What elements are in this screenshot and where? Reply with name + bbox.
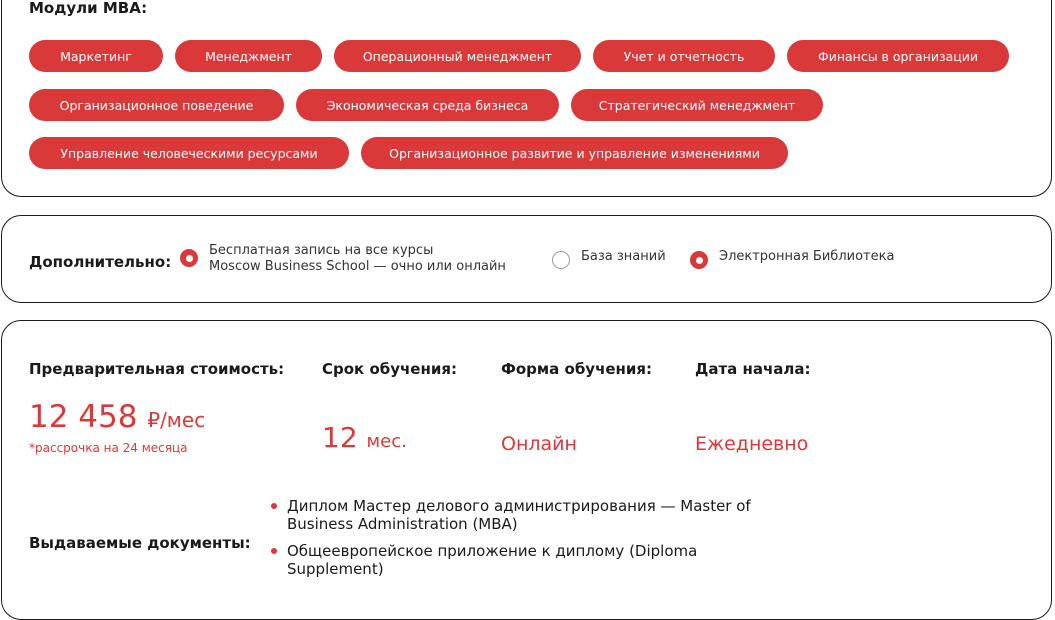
option-knowledge-base[interactable] <box>552 249 666 269</box>
duration-label: Срок обучения: <box>322 360 457 378</box>
bullet-icon <box>271 548 277 554</box>
module-chip-operations[interactable]: Операционный менеджмент <box>334 40 581 72</box>
module-chip-hr-management[interactable]: Управление человеческими ресурсами <box>29 137 349 169</box>
option-library[interactable] <box>690 249 894 269</box>
document-item: Диплом Мастер делового администрирования — Master of Business Administration (MBA) <box>287 497 751 533</box>
radio-checked-icon <box>180 249 198 267</box>
option-knowledge-base-label: База знаний <box>581 249 666 264</box>
radio-checked-icon <box>690 251 708 269</box>
module-chip-accounting[interactable]: Учет и отчетность <box>593 40 775 72</box>
format-value: Онлайн <box>501 433 577 455</box>
installment-note: *рассрочка на 24 месяца <box>29 441 188 455</box>
option-free-courses[interactable] <box>180 243 506 275</box>
price-amount: 12 458 <box>29 399 138 435</box>
price-value <box>29 399 205 435</box>
option-free-courses-line1: Бесплатная запись на все курсы <box>209 243 434 258</box>
price-label: Предварительная стоимость: <box>29 360 285 378</box>
documents-label: Выдаваемые документы: <box>29 534 251 552</box>
module-chip-marketing[interactable]: Маркетинг <box>29 40 163 72</box>
extras-label: Дополнительно: <box>29 253 172 271</box>
list-item <box>270 497 770 533</box>
documents-list <box>270 497 770 587</box>
start-label: Дата начала: <box>695 360 811 378</box>
bullet-icon <box>271 503 277 509</box>
module-chip-management[interactable]: Менеджмент <box>175 40 322 72</box>
start-value: Ежедневно <box>695 433 809 455</box>
option-free-courses-line2: Moscow Business School — очно или онлайн <box>209 259 506 274</box>
radio-unchecked-icon <box>552 251 570 269</box>
modules-title: Модули MBA: <box>29 0 148 17</box>
module-chip-finance[interactable]: Финансы в организации <box>787 40 1009 72</box>
module-chip-org-behavior[interactable]: Организационное поведение <box>29 89 284 121</box>
format-label: Форма обучения: <box>501 360 653 378</box>
duration-number: 12 <box>322 421 358 454</box>
duration-value <box>322 421 407 454</box>
module-chip-org-development[interactable]: Организационное развитие и управление изменениями <box>361 137 788 169</box>
module-chip-strategic-management[interactable]: Стратегический менеджмент <box>571 89 823 121</box>
list-item <box>270 542 770 578</box>
price-unit: ₽/мес <box>147 408 206 432</box>
option-library-label: Электронная Библиотека <box>719 249 895 264</box>
duration-unit: мес. <box>366 431 407 452</box>
document-item: Общеевропейское приложение к диплому (Diploma Supplement) <box>287 542 698 578</box>
module-chip-economic-environment[interactable]: Экономическая среда бизнеса <box>296 89 559 121</box>
